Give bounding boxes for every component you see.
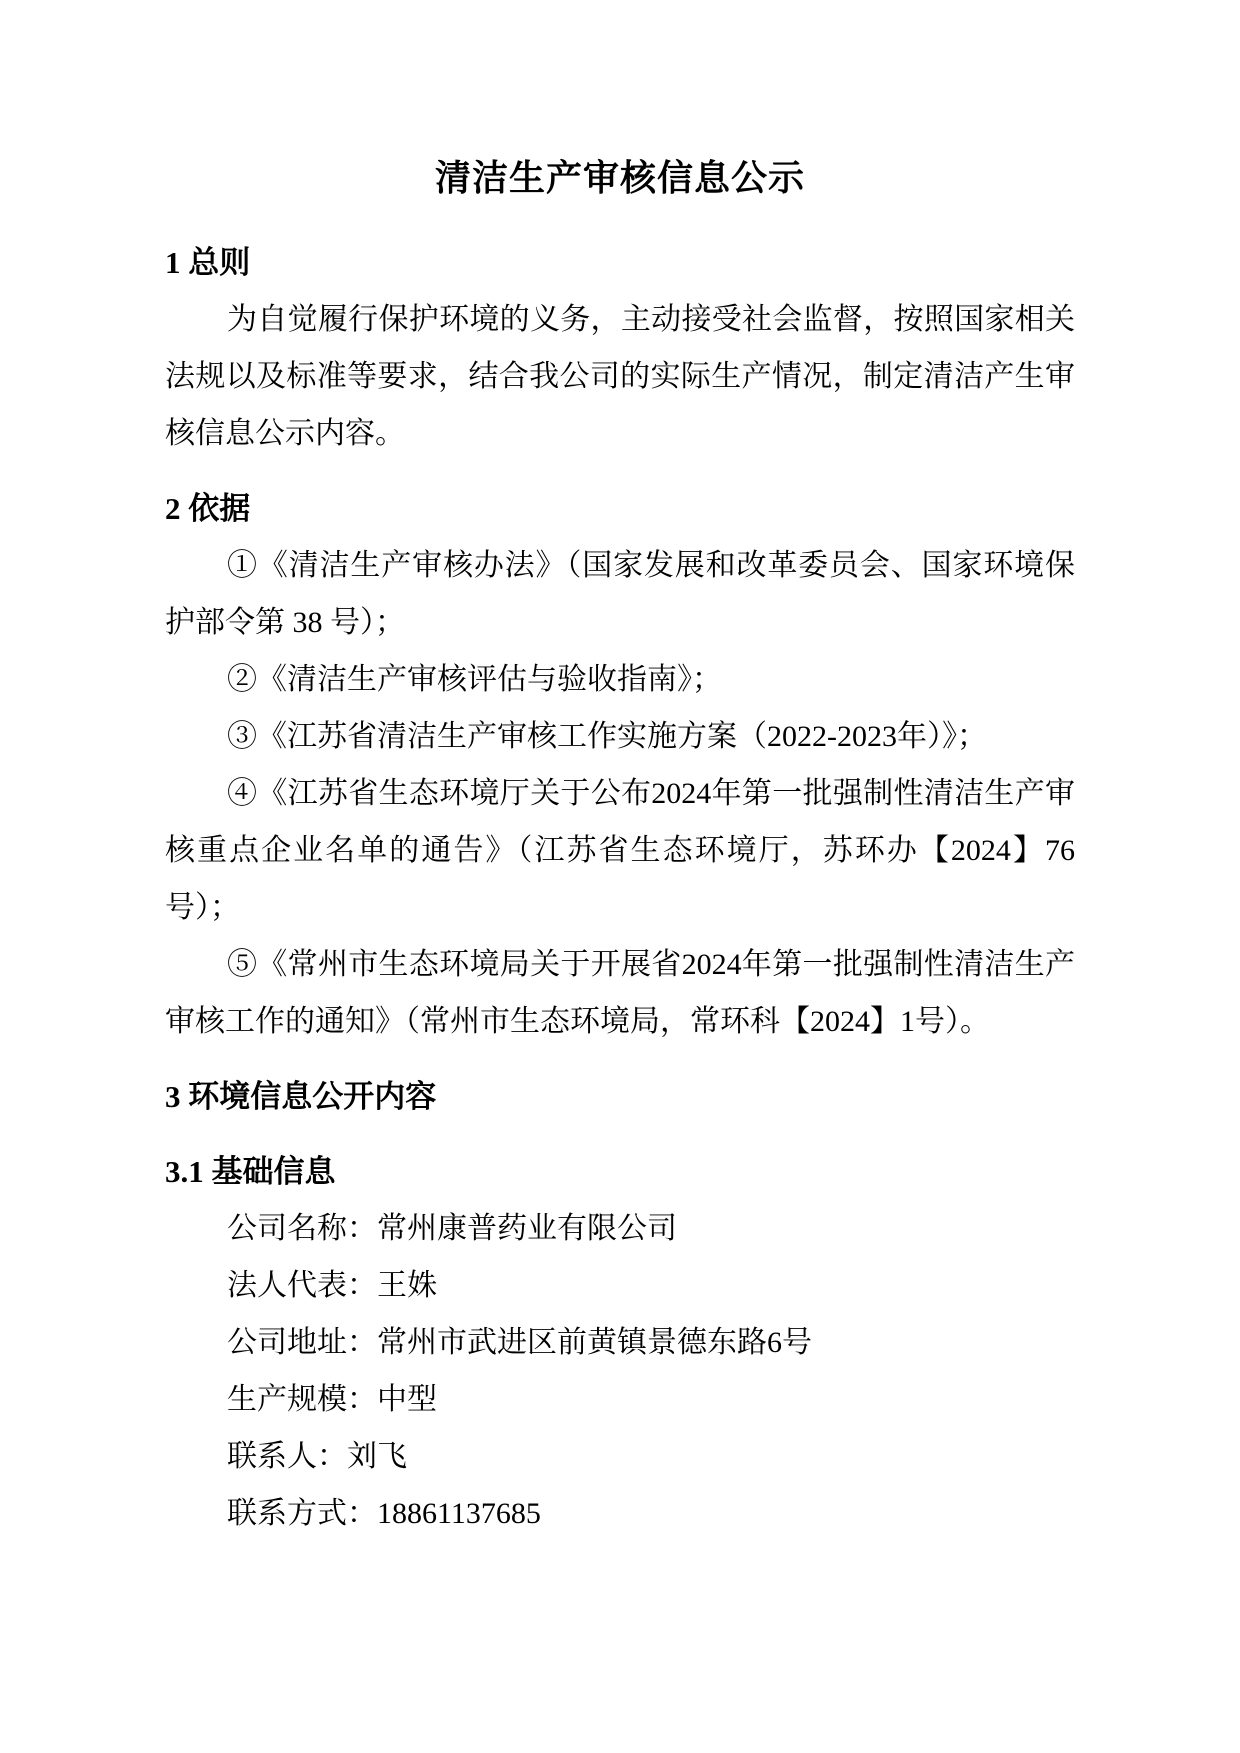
field-contact-phone — [165, 1485, 1075, 1542]
field-label: 联系人： — [227, 1440, 347, 1473]
field-label: 生产规模： — [227, 1383, 377, 1416]
section-general-heading: 1 总则 — [165, 245, 251, 280]
basis-item: ④《江苏省生态环境厅关于公布2024年第一批强制性清洁生产审核重点企业名单的通告》（江苏省生态环境厅，苏环办【2024】76号）； — [165, 777, 1075, 924]
field-value: 18861137685 — [377, 1497, 541, 1530]
field-label: 联系方式： — [227, 1497, 377, 1530]
field-value: 常州康普药业有限公司 — [377, 1212, 677, 1245]
basis-item: ⑤《常州市生态环境局关于开展省2024年第一批强制性清洁生产审核工作的通知》（常州市生态环境局，常环科【2024】1号）。 — [165, 948, 1075, 1038]
field-value: 刘飞 — [347, 1440, 407, 1473]
field-company-address — [165, 1314, 1075, 1371]
field-value: 常州市武进区前黄镇景德东路6号 — [377, 1326, 812, 1359]
basis-item: ②《清洁生产审核评估与验收指南》； — [227, 663, 722, 696]
basis-item: ①《清洁生产审核办法》（国家发展和改革委员会、国家环境保护部令第 38 号）； — [165, 549, 1075, 639]
field-production-scale — [165, 1371, 1075, 1428]
field-value: 中型 — [377, 1383, 437, 1416]
document-title: 清洁生产审核信息公示 — [434, 158, 805, 198]
field-label: 法人代表： — [227, 1269, 377, 1302]
section-general-paragraph: 为自觉履行保护环境的义务，主动接受社会监督，按照国家相关法规以及标准等要求，结合我公司的实际生产情况，制定清洁产生审核信息公示内容。 — [165, 303, 1075, 450]
field-contact-person — [165, 1428, 1075, 1485]
field-label: 公司名称： — [227, 1212, 377, 1245]
field-company-name — [165, 1200, 1075, 1257]
field-legal-representative — [165, 1257, 1075, 1314]
subsection-basic-info-heading: 3.1 基础信息 — [165, 1154, 336, 1189]
field-value: 王姝 — [377, 1269, 437, 1302]
section-basis-heading: 2 依据 — [165, 491, 251, 526]
field-label: 公司地址： — [227, 1326, 377, 1359]
section-disclosure-heading: 3 环境信息公开内容 — [165, 1079, 437, 1114]
basis-item: ③《江苏省清洁生产审核工作实施方案（2022-2023年）》； — [227, 720, 987, 753]
